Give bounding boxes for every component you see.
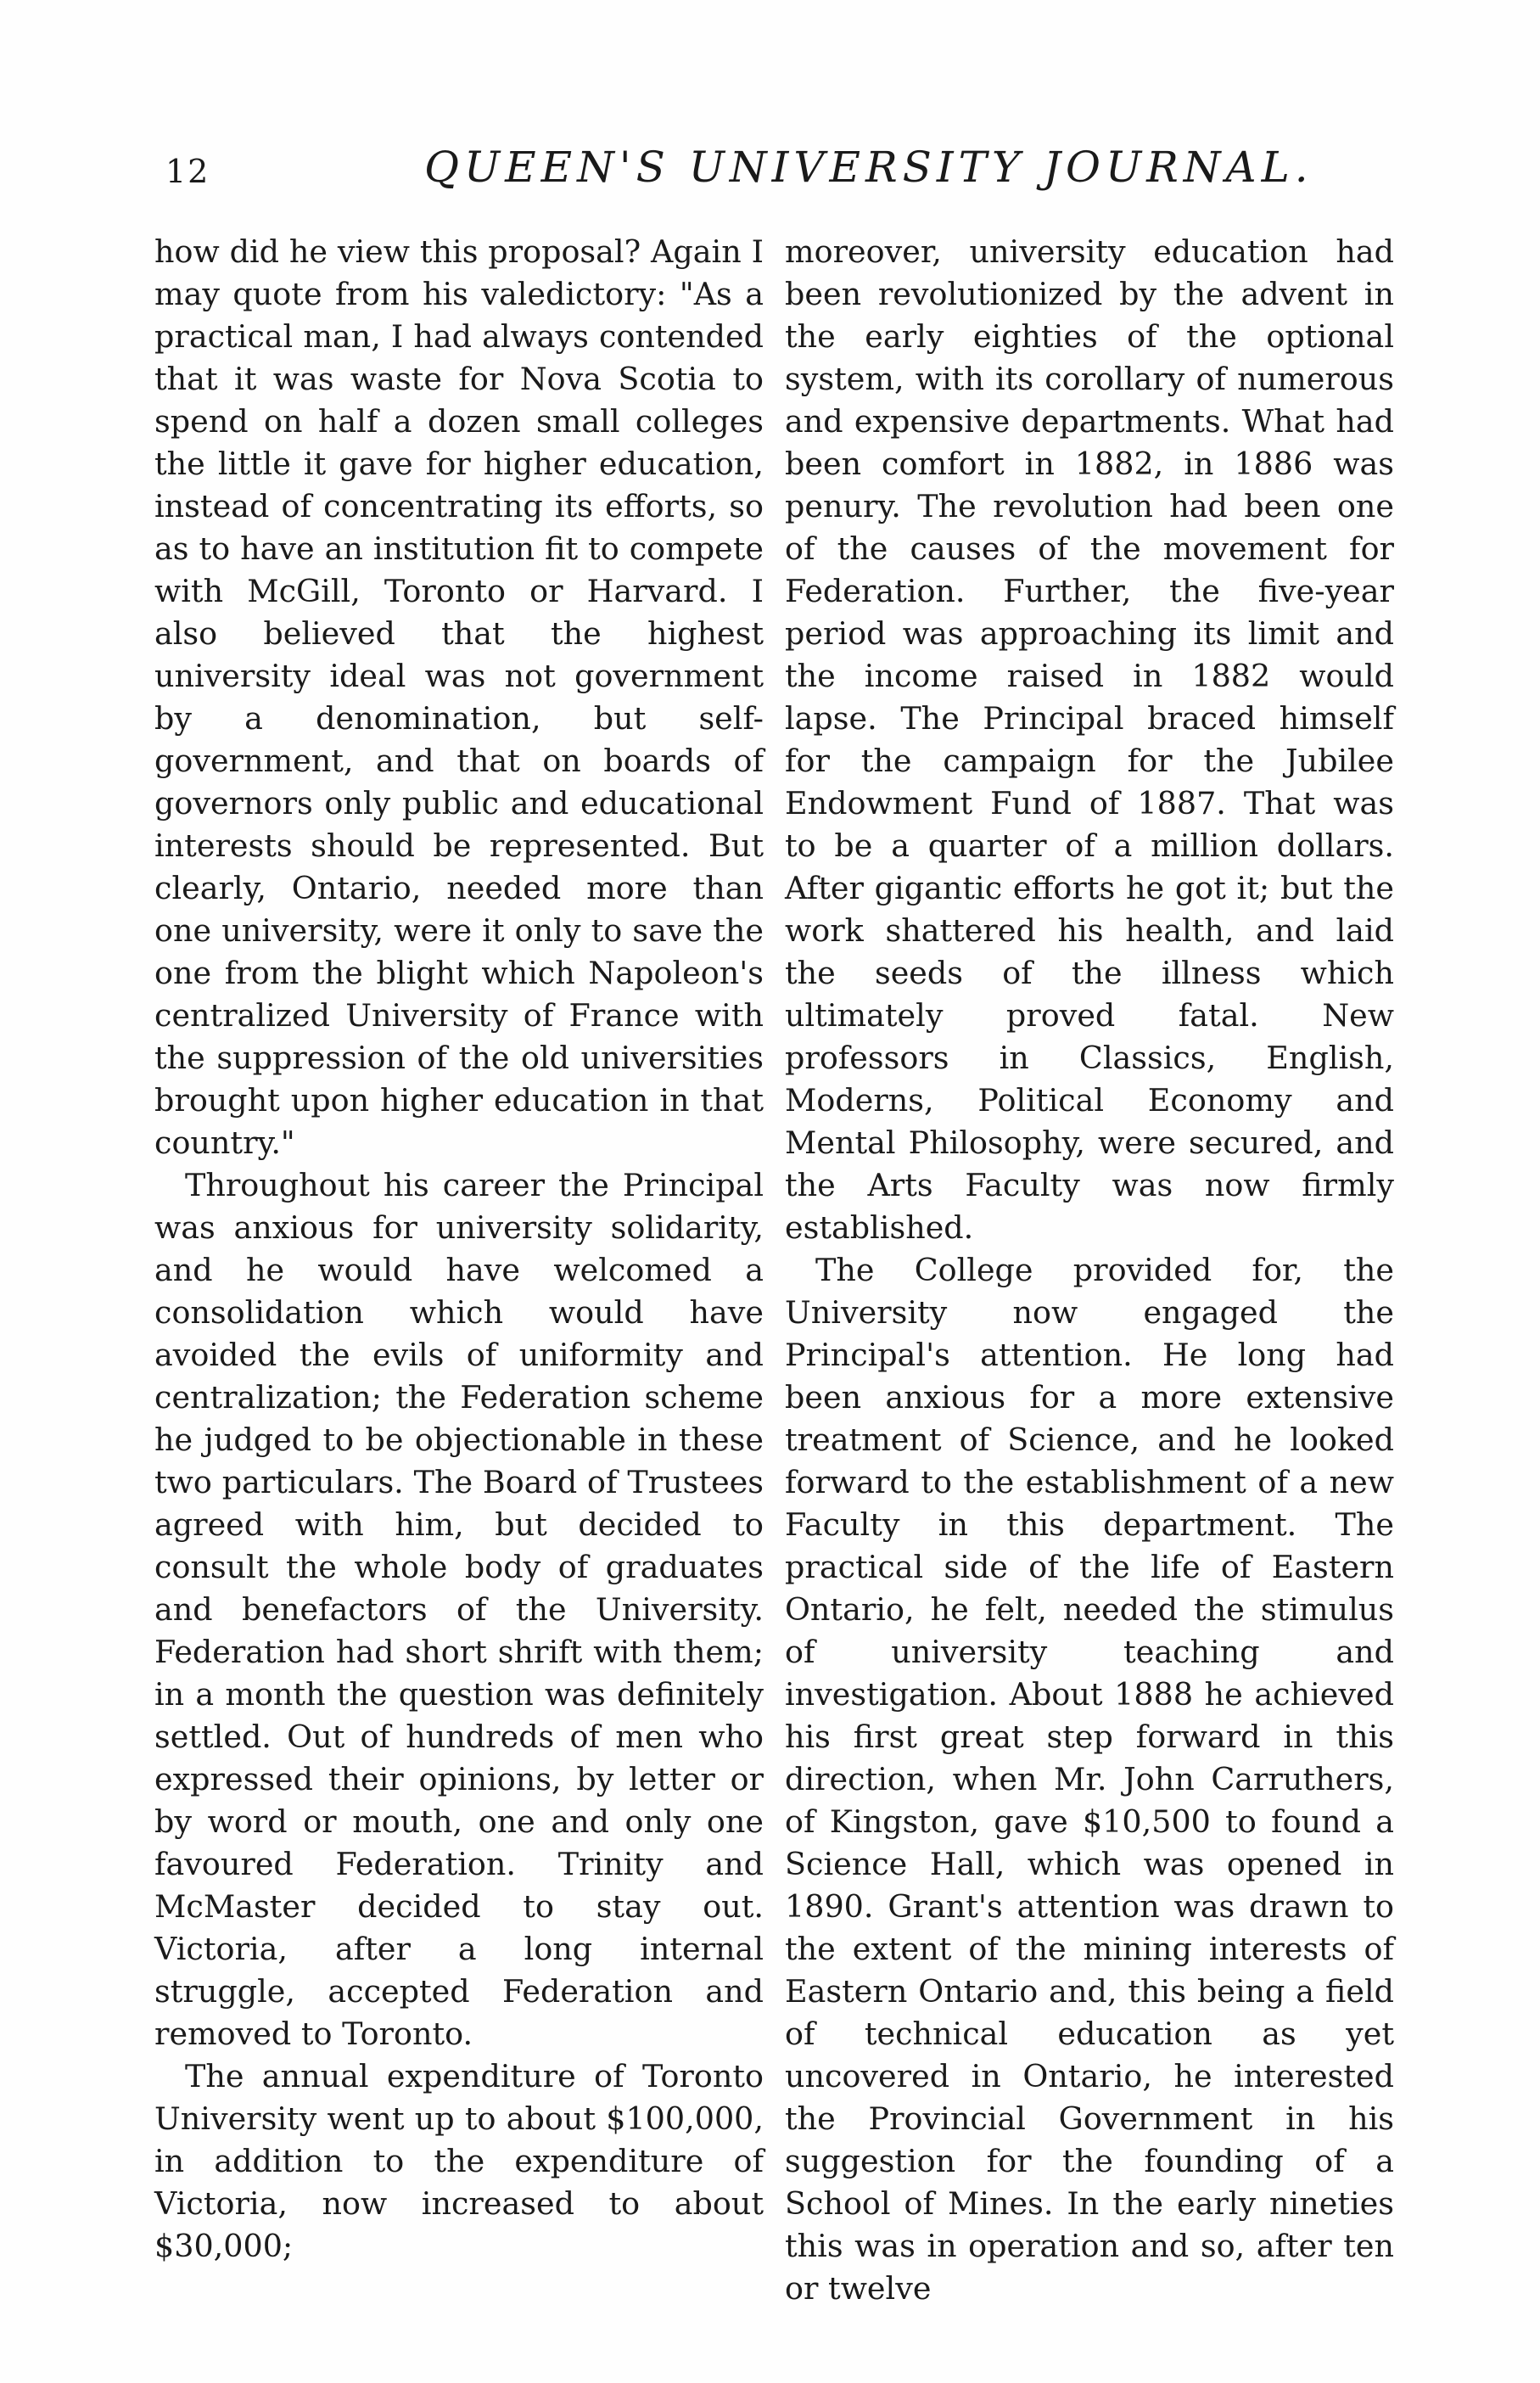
left-paragraph-3: The annual expenditure of Toronto University went up to about $100,000, in addition to the expenditure of Victoria, now increased to about $30,000; bbox=[154, 2058, 764, 2264]
right-column bbox=[785, 231, 1394, 2310]
page-number: 12 bbox=[165, 153, 210, 190]
right-paragraph-1: moreover, university education had been revolutionized by the advent in the early eighties of the optional system, with its corollary of numerous and expensive departments. What had been comfort in 1882, in 1886 was penury. The revolution had been one of the causes of the movement for Federation. Further, the five-year period was approaching its limit and the income raised in 1882 would lapse. The Principal braced himself for the campaign for the Jubilee Endowment Fund of 1887. That was to be a quarter of a million dollars. After gigantic efforts he got it; but the work shattered his health, and laid the seeds of the illness which ultimately proved fatal. New professors in Classics, English, Moderns, Political Economy and Mental Philosophy, were secured, and the Arts Faculty was now firmly established. bbox=[785, 233, 1394, 1246]
running-title: QUEEN'S UNIVERSITY JOURNAL. bbox=[424, 143, 1313, 192]
right-paragraph-2: The College provided for, the University now engaged the Principal's attention. He long had been anxious for a more extensive treatment of Science, and he looked forward to the establishment of a new Faculty in this department. The practical side of the life of Eastern Ontario, he felt, needed the stimulus of university teaching and investigation. About 1888 he achieved his first great step forward in this direction, when Mr. John Carruthers, of Kingston, gave $10,500 to found a Science Hall, which was opened in 1890. Grant's attention was drawn to the extent of the mining interests of Eastern Ontario and, this being a field of technical education as yet uncovered in Ontario, he interested the Provincial Government in his suggestion for the founding of a School of Mines. In the early nineties this was in operation and so, after ten or twelve bbox=[785, 1252, 1394, 2307]
left-paragraph-2: Throughout his career the Principal was anxious for university solidarity, and he would have welcomed a consolidation which would have avoided the evils of uniformity and centralization; the Federation scheme he judged to be objectionable in these two particulars. The Board of Trustees agreed with him, but decided to consult the whole body of graduates and benefactors of the University. Federation had short shrift with them; in a month the question was definitely settled. Out of hundreds of men who expressed their opinions, by letter or by word or mouth, one and only one favoured Federation. Trinity and McMaster decided to stay out. Victoria, after a long internal struggle, accepted Federation and removed to Toronto. bbox=[154, 1167, 764, 2052]
left-paragraph-1: how did he view this proposal? Again I may quote from his valedictory: "As a practical man, I had always contended that it was waste for Nova Scotia to spend on half a dozen small colleges the little it gave for higher education, instead of concentrating its efforts, so as to have an institution fit to compete with McGill, Toronto or Harvard. I also believed that the highest university ideal was not government by a denomination, but self-government, and that on boards of governors only public and educational interests should be represented. But clearly, Ontario, needed more than one university, were it only to save the one from the blight which Napoleon's centralized University of France with the suppression of the old universities brought upon higher education in that country." bbox=[154, 233, 764, 1161]
left-column bbox=[154, 231, 764, 2268]
